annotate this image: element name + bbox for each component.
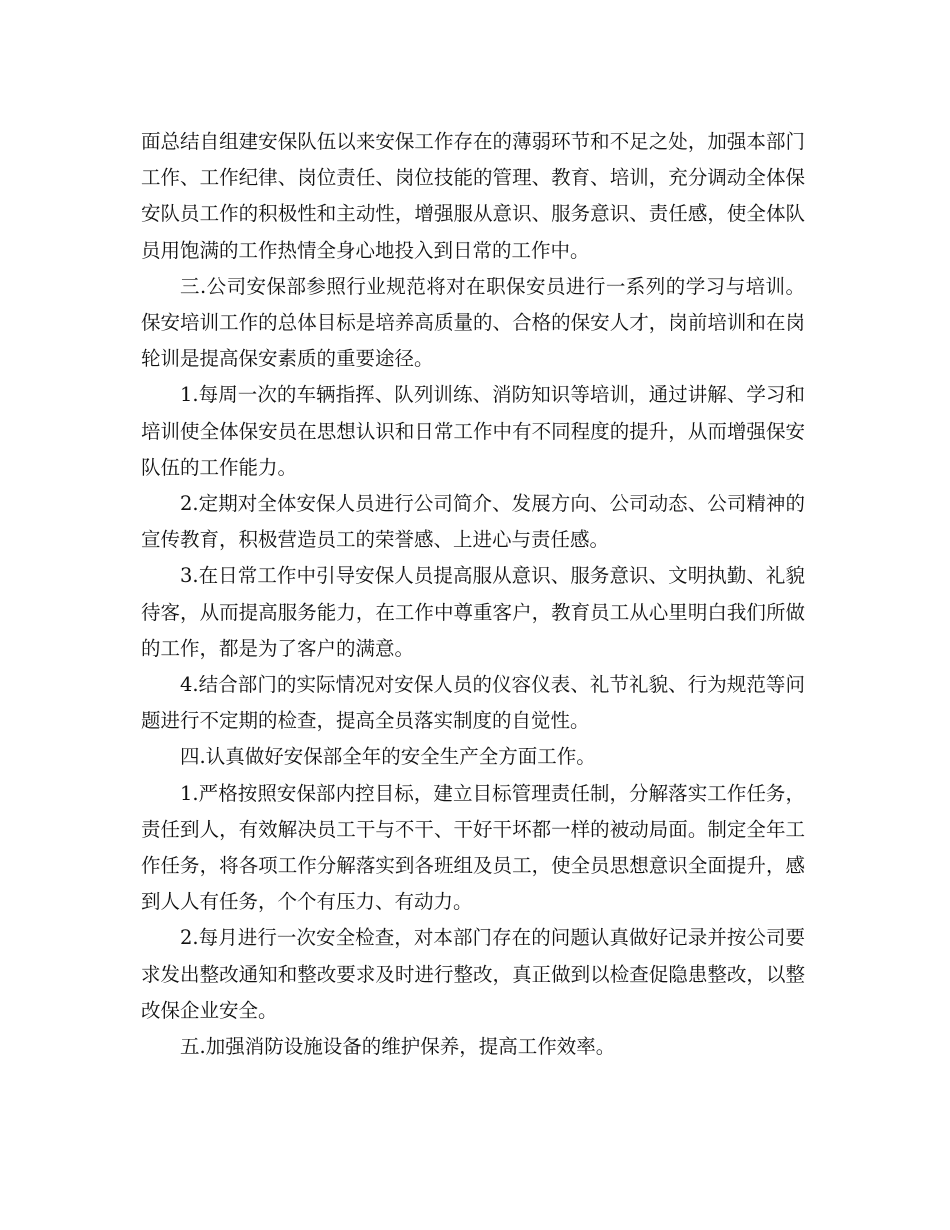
paragraph-section-3-item-1: 1.每周一次的车辆指挥、队列训练、消防知识等培训，通过讲解、学习和培训使全体保安员在思想认识和日常工作中有不同程度的提升，从而增强保安队伍的工作能力。 — [141, 383, 805, 479]
paragraph-section-3-item-3: 3.在日常工作中引导安保人员提高服从意识、服务意识、文明执勤、礼貌待客，从而提高服务能力，在工作中尊重客户，教育员工从心里明白我们所做的工作，都是为了客户的满意。 — [141, 564, 805, 660]
paragraph-section-5: 五.加强消防设施设备的维护保养，提高工作效率。 — [180, 1035, 616, 1059]
paragraph-section-4-item-2: 2.每月进行一次安全检查，对本部门存在的问题认真做好记录并按公司要求发出整改通知和整改要求及时进行整改，真正做到以检查促隐患整改，以整改保企业安全。 — [141, 926, 805, 1022]
paragraph-section-4-item-1: 1.严格按照安保部内控目标，建立目标管理责任制，分解落实工作任务，责任到人，有效解决员工干与不干、干好干坏都一样的被动局面。制定全年工作任务，将各项工作分解落实到各班组及员工，使全员思想意识全面提升，感到人人有任务，个个有压力、有动力。 — [141, 781, 805, 914]
paragraph-section-3: 三.公司安保部参照行业规范将对在职保安员进行一系列的学习与培训。保安培训工作的总体目标是培养高质量的、合格的保安人才，岗前培训和在岗轮训是提高保安素质的重要途径。 — [141, 274, 805, 371]
paragraph-section-3-item-4: 4.结合部门的实际情况对安保人员的仪容仪表、礼节礼貌、行为规范等问题进行不定期的检查，提高全员落实制度的自觉性。 — [141, 673, 805, 733]
paragraph-section-4: 四.认真做好安保部全年的安全生产全方面工作。 — [180, 745, 596, 769]
paragraph-continuation: 面总结自组建安保队伍以来安保工作存在的薄弱环节和不足之处，加强本部门工作、工作纪律、岗位责任、岗位技能的管理、教育、培训，充分调动全体保安队员工作的积极性和主动性，增强服从意识、服务意识、责任感，使全体队员用饱满的工作热情全身心地投入到日常的工作中。 — [141, 130, 805, 262]
paragraph-section-3-item-2: 2.定期对全体安保人员进行公司简介、发展方向、公司动态、公司精神的宣传教育，积极营造员工的荣誉感、上进心与责任感。 — [141, 492, 805, 552]
document-body — [141, 124, 805, 1065]
